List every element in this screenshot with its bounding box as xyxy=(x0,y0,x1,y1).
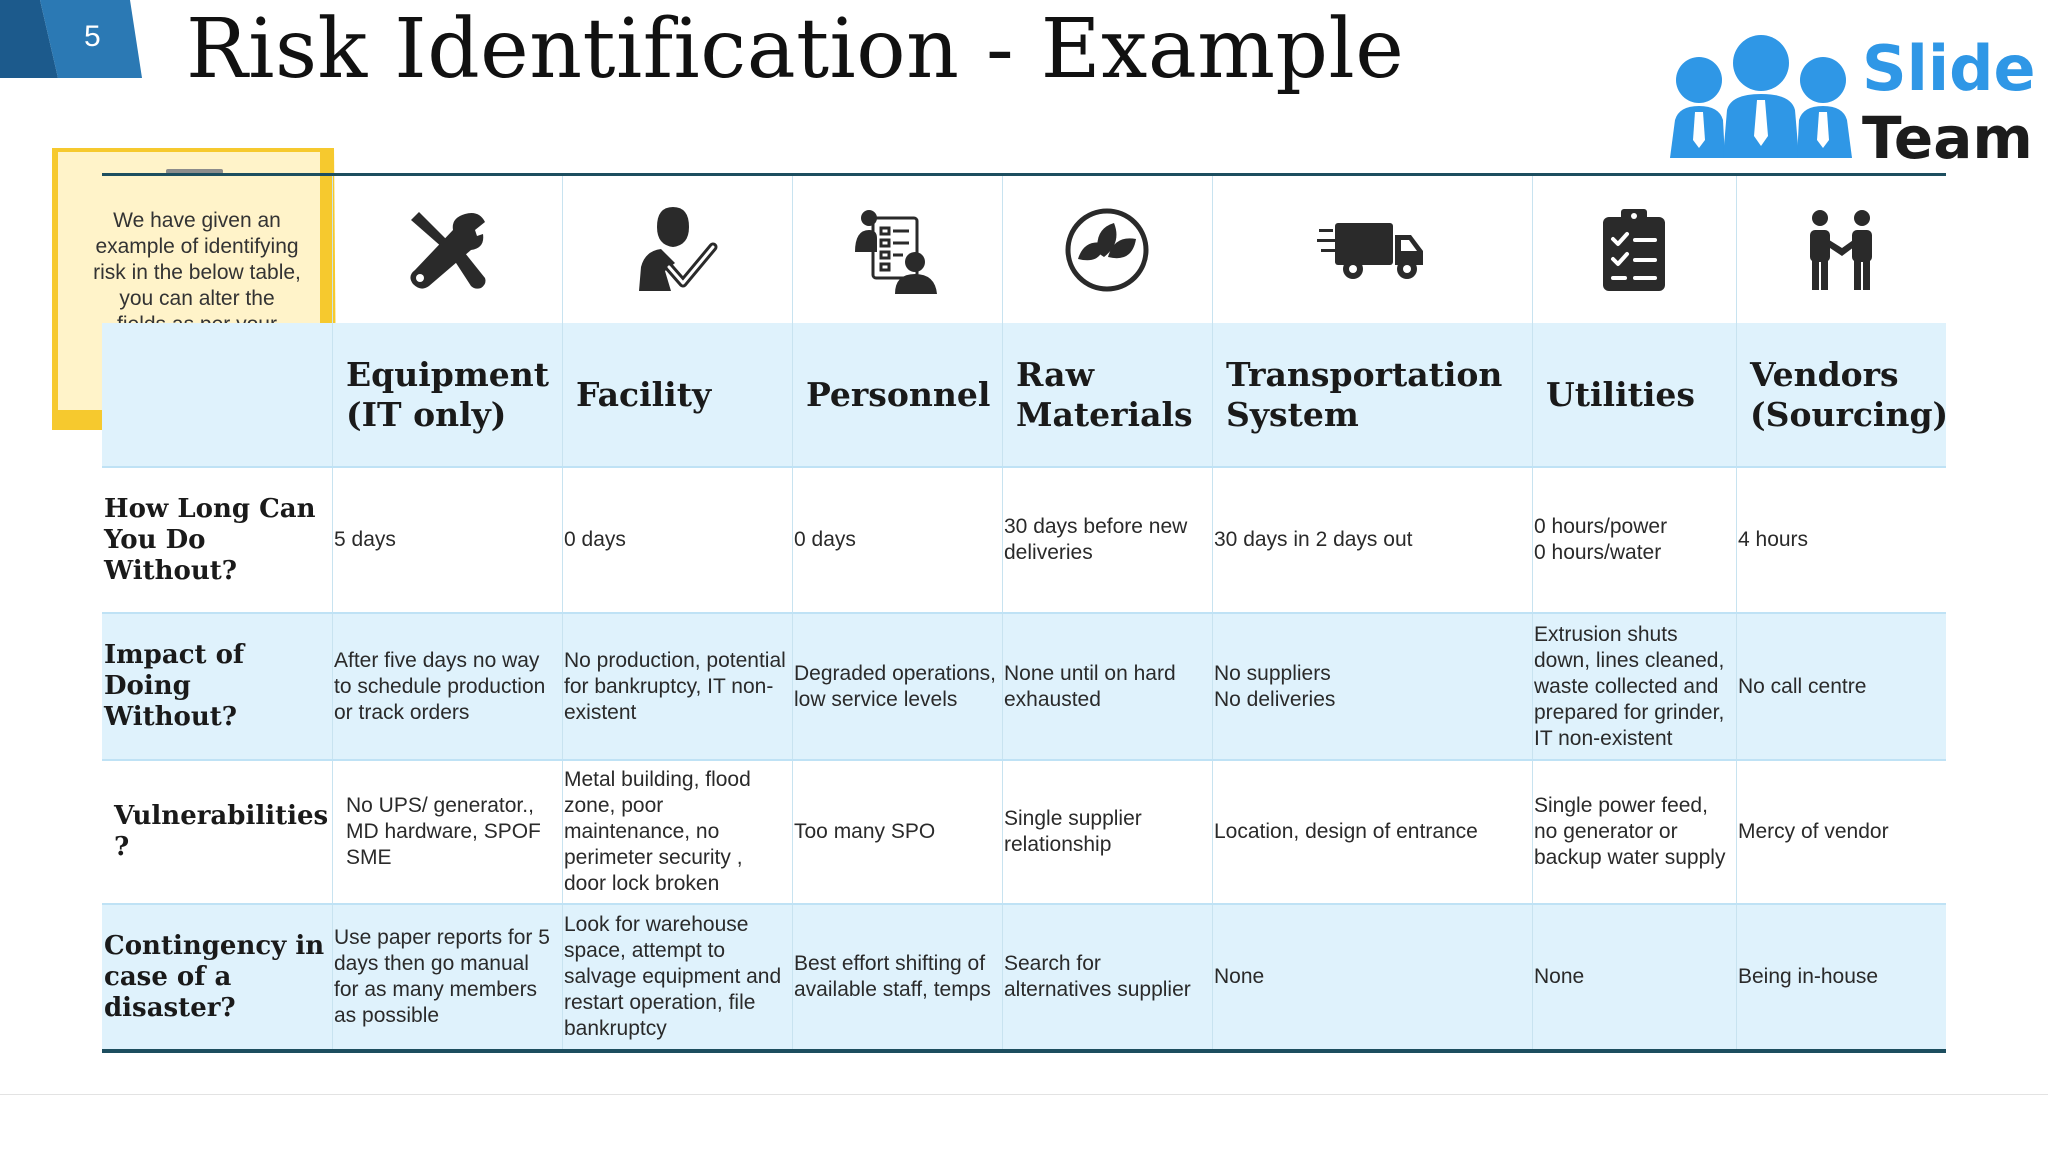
header-line: Equipment xyxy=(346,354,549,394)
slideteam-logo xyxy=(1665,28,2036,172)
column-header-transportation-system xyxy=(1212,323,1532,466)
table-cell xyxy=(1532,614,1736,759)
icon-cell xyxy=(1736,176,1946,323)
cell-line: perimeter security , xyxy=(564,846,743,869)
cell-line: relationship xyxy=(1004,833,1112,856)
cell-line: as possible xyxy=(334,1004,440,1027)
cell-line: prepared for grinder, xyxy=(1534,700,1725,724)
table-cell xyxy=(1736,905,1946,1049)
cell-text xyxy=(1532,793,1729,871)
table-cell xyxy=(332,468,562,612)
column-divider xyxy=(332,761,333,903)
slide-number: 5 xyxy=(84,20,101,53)
column-divider xyxy=(562,761,563,903)
column-header-facility xyxy=(562,323,792,466)
column-divider xyxy=(1736,614,1737,759)
cell-text xyxy=(1532,514,1671,566)
column-divider xyxy=(792,761,793,903)
header-line: Vendors xyxy=(1750,354,1899,394)
cell-line: No suppliers xyxy=(1214,661,1331,685)
footer-divider xyxy=(0,1094,2048,1095)
team-people-icon xyxy=(1665,28,1865,168)
cell-line: 4 hours xyxy=(1738,528,1809,551)
cell-line: down, lines cleaned, xyxy=(1534,648,1725,672)
column-divider xyxy=(1002,761,1003,903)
table-cell xyxy=(332,614,562,759)
cell-line: Best effort shifting of xyxy=(794,952,986,975)
cell-text xyxy=(332,925,554,1029)
column-divider xyxy=(332,323,333,466)
row-label-text xyxy=(102,640,332,733)
column-divider xyxy=(1532,323,1533,466)
header-line: Materials xyxy=(1016,394,1193,434)
cell-line: low service levels xyxy=(794,687,958,711)
cell-text xyxy=(792,661,1000,713)
table-row xyxy=(102,905,1946,1053)
row-divider xyxy=(102,759,1946,761)
table-cell xyxy=(1002,468,1212,612)
cell-line: Being in-house xyxy=(1738,965,1879,988)
header-line: System xyxy=(1226,394,1359,434)
cell-text xyxy=(1736,527,1812,553)
header-line: (Sourcing) xyxy=(1750,394,1949,434)
cell-line: 5 days xyxy=(334,528,396,551)
header-line: Raw xyxy=(1016,354,1094,394)
column-divider xyxy=(332,176,333,323)
cell-line: Look for warehouse xyxy=(564,913,749,936)
column-header-utilities xyxy=(1532,323,1736,466)
cell-line: Single power feed, xyxy=(1534,794,1708,817)
icon-cell xyxy=(1002,176,1212,323)
row-label-line: disaster? xyxy=(104,992,236,1023)
table-cell xyxy=(1532,905,1736,1049)
table-cell xyxy=(1212,614,1532,759)
table-cell xyxy=(792,761,1002,903)
row-label-line: case of a xyxy=(104,961,232,992)
column-header-label xyxy=(1736,355,1948,435)
cell-text xyxy=(332,648,549,726)
column-header-label xyxy=(1002,355,1193,435)
cell-text xyxy=(562,648,790,726)
cell-line: days then go manual xyxy=(334,952,529,975)
leaf-circle-icon xyxy=(1064,207,1150,293)
row-divider xyxy=(102,612,1946,614)
header-line: Facility xyxy=(576,374,712,414)
cell-text xyxy=(1532,964,1588,990)
column-divider xyxy=(1002,323,1003,466)
header-line: Personnel xyxy=(806,374,991,414)
cell-line: 0 days xyxy=(794,528,856,551)
column-divider xyxy=(562,614,563,759)
column-header-label xyxy=(332,355,549,435)
logo-word-slide: Slide xyxy=(1862,32,2036,105)
cell-line: Mercy of vendor xyxy=(1738,820,1889,843)
column-divider xyxy=(562,468,563,612)
cell-line: 0 hours/power xyxy=(1534,515,1668,538)
table-cell xyxy=(1212,761,1532,903)
row-label-text xyxy=(102,931,324,1024)
cell-line: Location, design of entrance xyxy=(1214,820,1478,843)
cell-line: zone, poor xyxy=(564,794,664,817)
cell-line: No production, potential xyxy=(564,648,786,672)
cell-line: to schedule production xyxy=(334,674,546,698)
row-divider xyxy=(102,466,1946,468)
column-divider xyxy=(1002,468,1003,612)
cell-line: No UPS/ generator., xyxy=(346,794,534,817)
person-check-icon xyxy=(635,205,719,295)
column-divider xyxy=(1532,614,1533,759)
header-line: (IT only) xyxy=(346,394,507,434)
row-label-text xyxy=(102,494,332,587)
table-cell xyxy=(1736,761,1946,903)
cell-line: 0 days xyxy=(564,528,626,551)
column-divider xyxy=(562,323,563,466)
cell-line: exhausted xyxy=(1004,687,1101,711)
cell-text xyxy=(1002,806,1146,858)
cell-text xyxy=(332,793,545,871)
table-cell xyxy=(332,905,562,1049)
column-divider xyxy=(1532,176,1533,323)
cell-line: existent xyxy=(564,700,637,724)
cell-line: for bankruptcy, IT non- xyxy=(564,674,774,698)
column-divider xyxy=(332,614,333,759)
row-label-line: Impact of Doing xyxy=(104,640,245,701)
header-line: Utilities xyxy=(1546,374,1695,414)
cell-line: Degraded operations, xyxy=(794,661,996,685)
row-label xyxy=(102,468,332,612)
column-divider xyxy=(1532,905,1533,1049)
cell-text xyxy=(562,912,785,1042)
cell-line: Use paper reports for 5 xyxy=(334,926,550,949)
cell-line: space, attempt to xyxy=(564,939,726,962)
cell-line: Search for xyxy=(1004,952,1101,975)
column-divider xyxy=(1532,468,1533,612)
cell-line: No deliveries xyxy=(1214,687,1336,711)
column-divider xyxy=(792,614,793,759)
cell-line: 30 days before new xyxy=(1004,515,1188,538)
column-divider xyxy=(792,905,793,1049)
handshake-people-icon xyxy=(1806,208,1876,292)
table-cell xyxy=(1212,468,1532,612)
table-cell xyxy=(562,761,792,903)
checklist-clipboard-icon xyxy=(1599,207,1669,293)
delivery-truck-icon xyxy=(1317,215,1427,285)
column-divider xyxy=(792,176,793,323)
column-divider xyxy=(1212,905,1213,1049)
column-divider xyxy=(1212,468,1213,612)
table-cell xyxy=(1212,905,1532,1049)
table-cell xyxy=(792,468,1002,612)
table-cell xyxy=(1002,905,1212,1049)
column-divider xyxy=(1002,614,1003,759)
column-divider xyxy=(1736,905,1737,1049)
column-divider xyxy=(332,468,333,612)
column-divider xyxy=(1212,761,1213,903)
cell-line: no generator or xyxy=(1534,820,1678,843)
header-row xyxy=(102,323,1949,466)
cell-line: Metal building, flood xyxy=(564,768,751,791)
cell-line: bankruptcy xyxy=(564,1017,667,1040)
cell-text xyxy=(1736,964,1882,990)
logo-word-team: Team xyxy=(1862,104,2033,172)
cell-line: or track orders xyxy=(334,700,470,724)
column-divider xyxy=(792,468,793,612)
column-divider xyxy=(1002,905,1003,1049)
slide-title: Risk Identification - Example xyxy=(186,2,1405,97)
row-label-line: Without? xyxy=(104,702,238,732)
cell-line: backup water supply xyxy=(1534,846,1726,869)
table-cell xyxy=(332,761,562,903)
cell-line: door lock broken xyxy=(564,872,720,895)
column-divider xyxy=(332,905,333,1049)
column-header-label xyxy=(792,375,990,415)
column-header-equipment-it-only xyxy=(332,323,562,466)
cell-line: None until on hard xyxy=(1004,661,1176,685)
column-divider xyxy=(1736,468,1737,612)
table-cell xyxy=(1002,761,1212,903)
column-divider xyxy=(1736,176,1737,323)
cell-text xyxy=(1212,819,1482,845)
icon-cell xyxy=(792,176,1002,323)
slide-number-tab xyxy=(0,0,145,78)
column-divider xyxy=(792,323,793,466)
cell-line: 0 hours/water xyxy=(1534,541,1662,564)
cell-text xyxy=(1736,674,1870,700)
header-line: Transportation xyxy=(1226,354,1503,394)
cell-line: 30 days in 2 days out xyxy=(1214,528,1413,551)
table-cell xyxy=(1736,614,1946,759)
cell-line: Extrusion shuts xyxy=(1534,622,1678,646)
cell-line: IT non-existent xyxy=(1534,726,1673,750)
cell-line: alternatives supplier xyxy=(1004,978,1191,1001)
cell-text xyxy=(1532,622,1728,752)
row-label-line: Contingency in xyxy=(104,930,325,961)
cell-line: maintenance, no xyxy=(564,820,720,843)
table-cell xyxy=(1532,468,1736,612)
cell-line: salvage equipment and xyxy=(564,965,782,988)
cell-line: None xyxy=(1214,965,1265,988)
table-cell xyxy=(792,614,1002,759)
row-label xyxy=(102,761,332,903)
row-divider xyxy=(102,903,1946,905)
cell-text xyxy=(1212,661,1339,713)
column-header-vendors-sourcing xyxy=(1736,323,1949,466)
personnel-clipboard-icon xyxy=(851,204,943,296)
cell-text xyxy=(1736,819,1893,845)
table-row xyxy=(102,468,1946,612)
table-cell xyxy=(1736,468,1946,612)
cell-line: SME xyxy=(346,846,392,869)
cell-line: for as many members xyxy=(334,978,538,1001)
icon-cell xyxy=(1212,176,1532,323)
cell-text xyxy=(792,819,939,845)
icon-cell xyxy=(1532,176,1736,323)
risk-table xyxy=(102,173,1949,1055)
table-cell xyxy=(1532,761,1736,903)
table-cell xyxy=(562,614,792,759)
cell-text xyxy=(1212,527,1416,553)
cell-text xyxy=(792,527,860,553)
row-label-line: How Long Can xyxy=(104,493,316,524)
cell-text xyxy=(1002,951,1195,1003)
table-cell xyxy=(1002,614,1212,759)
column-divider xyxy=(1736,323,1737,466)
row-label-text xyxy=(102,801,328,863)
column-header-label xyxy=(1212,355,1502,435)
column-header-raw-materials xyxy=(1002,323,1212,466)
table-cell xyxy=(562,905,792,1049)
column-divider xyxy=(1212,614,1213,759)
column-divider xyxy=(1532,761,1533,903)
table-row xyxy=(102,761,1946,903)
icon-cell xyxy=(332,176,562,323)
cell-text xyxy=(1002,514,1191,566)
cell-line: Single supplier xyxy=(1004,807,1142,830)
sticky-note-text: We have given an example of identifying risk in the below table, you can alter the xyxy=(93,209,301,310)
cell-text xyxy=(332,527,400,553)
row-label xyxy=(102,614,332,759)
cell-text xyxy=(562,527,630,553)
column-header-label xyxy=(1532,375,1695,415)
cell-line: None xyxy=(1534,965,1585,988)
row-label xyxy=(102,905,332,1049)
cell-text xyxy=(562,767,755,897)
column-divider xyxy=(562,905,563,1049)
table-cell xyxy=(792,905,1002,1049)
cell-line: available staff, temps xyxy=(794,978,991,1001)
slide-number-shape xyxy=(0,0,145,78)
table-cell xyxy=(562,468,792,612)
cell-line: No call centre xyxy=(1738,674,1867,698)
cell-text xyxy=(1212,964,1268,990)
column-divider xyxy=(1212,176,1213,323)
cell-line: MD hardware, SPOF xyxy=(346,820,541,843)
cell-text xyxy=(1002,661,1180,713)
row-label-line: ? xyxy=(114,832,130,862)
column-divider xyxy=(1002,176,1003,323)
row-label-line: Vulnerabilities xyxy=(114,801,329,831)
cell-line: After five days no way xyxy=(334,648,540,672)
column-divider xyxy=(1736,761,1737,903)
row-label-line: You Do Without? xyxy=(104,524,238,586)
cell-line: deliveries xyxy=(1004,541,1093,564)
table-row xyxy=(102,614,1946,759)
column-divider xyxy=(562,176,563,323)
column-header-label xyxy=(562,375,711,415)
column-header-personnel xyxy=(792,323,1002,466)
icon-cell xyxy=(562,176,792,323)
column-divider xyxy=(1212,323,1213,466)
cell-line: Too many SPO xyxy=(794,820,936,843)
tools-icon xyxy=(405,208,489,292)
icon-row xyxy=(102,173,1946,326)
cell-line: waste collected and xyxy=(1534,674,1719,698)
cell-line: restart operation, file xyxy=(564,991,756,1014)
cell-text xyxy=(792,951,995,1003)
